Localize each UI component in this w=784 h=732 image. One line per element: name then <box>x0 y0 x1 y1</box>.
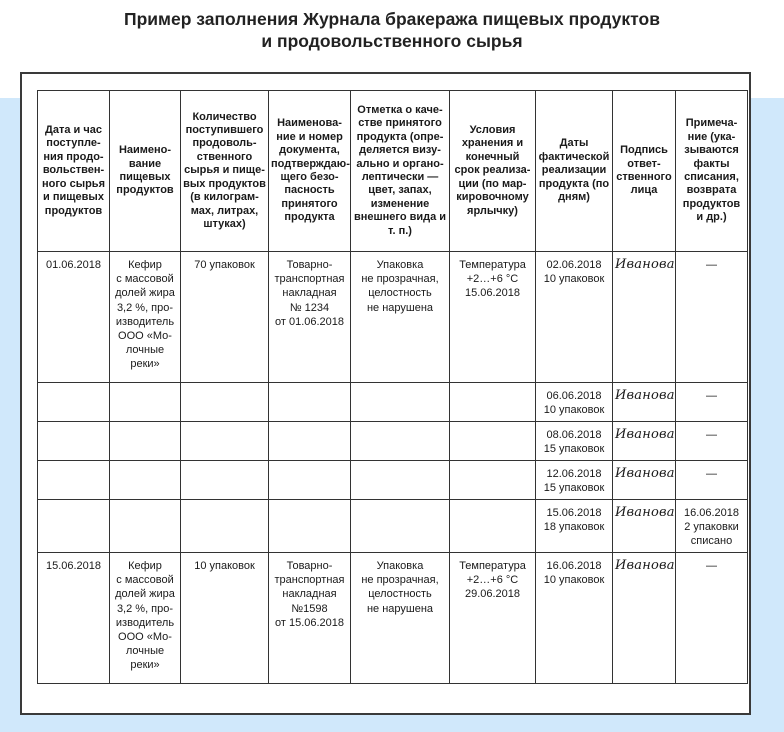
table-row <box>38 553 748 684</box>
rejection-journal-table <box>37 90 748 684</box>
date-cell <box>38 500 110 553</box>
header-row <box>38 91 748 252</box>
quality-cell: Упаковка не прозрачная, целостность не нарушена <box>351 553 450 684</box>
product-cell <box>110 383 181 422</box>
storage-cell: Температура +2…+6 °C 29.06.2018 <box>450 553 536 684</box>
note-cell: — <box>676 461 748 500</box>
signature-cell: Иванова <box>613 422 676 461</box>
signature-cell: Иванова <box>613 252 676 383</box>
storage-cell: Температура +2…+6 °C 15.06.2018 <box>450 252 536 383</box>
quality-cell <box>351 461 450 500</box>
sale-cell: 16.06.2018 10 упаковок <box>536 553 613 684</box>
document-cell: Товарно- транспортная накладная №1598 от 15.06.2018 <box>269 553 351 684</box>
document-cell <box>269 383 351 422</box>
signature-cell: Иванова <box>613 461 676 500</box>
product-cell: Кефир с массовой долей жира 3,2 %, про- изводитель ООО «Мо- лочные реки» <box>110 553 181 684</box>
date-cell <box>38 422 110 461</box>
quality-cell <box>351 422 450 461</box>
sale-cell: 12.06.2018 15 упаковок <box>536 461 613 500</box>
sale-cell: 15.06.2018 18 упаковок <box>536 500 613 553</box>
quantity-cell <box>181 500 269 553</box>
table-row <box>38 500 748 553</box>
note-cell: 16.06.2018 2 упаковки списано <box>676 500 748 553</box>
document-cell: Товарно- транспортная накладная № 1234 от 01.06.2018 <box>269 252 351 383</box>
sale-cell: 08.06.2018 15 упаковок <box>536 422 613 461</box>
note-cell: — <box>676 422 748 461</box>
quality-cell: Упаковка не прозрачная, целостность не нарушена <box>351 252 450 383</box>
header-cell: Количество поступившего продоволь-ственного сырья и пище-вых продуктов (в килограм-мах, литрах, штуках) <box>181 91 269 252</box>
quantity-cell <box>181 422 269 461</box>
header-cell: Условия хранения и конечный срок реализа-ции (по мар-кировочному ярлычку) <box>450 91 536 252</box>
header-cell: Подпись ответ-ственного лица <box>613 91 676 252</box>
header-cell: Примеча-ние (ука-зываются факты списания, возврата продуктов и др.) <box>676 91 748 252</box>
storage-cell <box>450 500 536 553</box>
note-cell: — <box>676 383 748 422</box>
header-cell: Отметка о каче-стве принятого продукта (опре-деляется визу-ально и органо-лептически — цвет, запах, изменение внешнего вида и т. п.) <box>351 91 450 252</box>
product-cell <box>110 461 181 500</box>
document-cell <box>269 461 351 500</box>
note-cell: — <box>676 252 748 383</box>
storage-cell <box>450 383 536 422</box>
quantity-cell: 70 упаковок <box>181 252 269 383</box>
note-cell: — <box>676 553 748 684</box>
quantity-cell <box>181 461 269 500</box>
sale-cell: 06.06.2018 10 упаковок <box>536 383 613 422</box>
signature-cell: Иванова <box>613 383 676 422</box>
header-cell: Наименова-ние и номер документа, подтверждаю-щего безо-пасность принятого продукта <box>269 91 351 252</box>
document-cell <box>269 422 351 461</box>
signature-cell: Иванова <box>613 500 676 553</box>
date-cell: 15.06.2018 <box>38 553 110 684</box>
date-cell: 01.06.2018 <box>38 252 110 383</box>
table-row <box>38 461 748 500</box>
title-line-2: и продовольственного сырья <box>261 31 523 51</box>
product-cell: Кефир с массовой долей жира 3,2 %, про- изводитель ООО «Мо- лочные реки» <box>110 252 181 383</box>
quality-cell <box>351 500 450 553</box>
table-row <box>38 383 748 422</box>
storage-cell <box>450 422 536 461</box>
signature-cell: Иванова <box>613 553 676 684</box>
header-cell: Дата и час поступле-ния продо-вольствен-ного сырья и пищевых продуктов <box>38 91 110 252</box>
table-row <box>38 422 748 461</box>
header-cell: Даты фактической реализации продукта (по дням) <box>536 91 613 252</box>
document-cell <box>269 500 351 553</box>
table-row <box>38 252 748 383</box>
date-cell <box>38 383 110 422</box>
sale-cell: 02.06.2018 10 упаковок <box>536 252 613 383</box>
quantity-cell <box>181 383 269 422</box>
date-cell <box>38 461 110 500</box>
product-cell <box>110 422 181 461</box>
storage-cell <box>450 461 536 500</box>
product-cell <box>110 500 181 553</box>
header-cell: Наимено-вание пищевых продуктов <box>110 91 181 252</box>
title-line-1: Пример заполнения Журнала бракеража пищевых продуктов <box>124 9 660 29</box>
page-title <box>0 8 784 52</box>
quality-cell <box>351 383 450 422</box>
quantity-cell: 10 упаковок <box>181 553 269 684</box>
